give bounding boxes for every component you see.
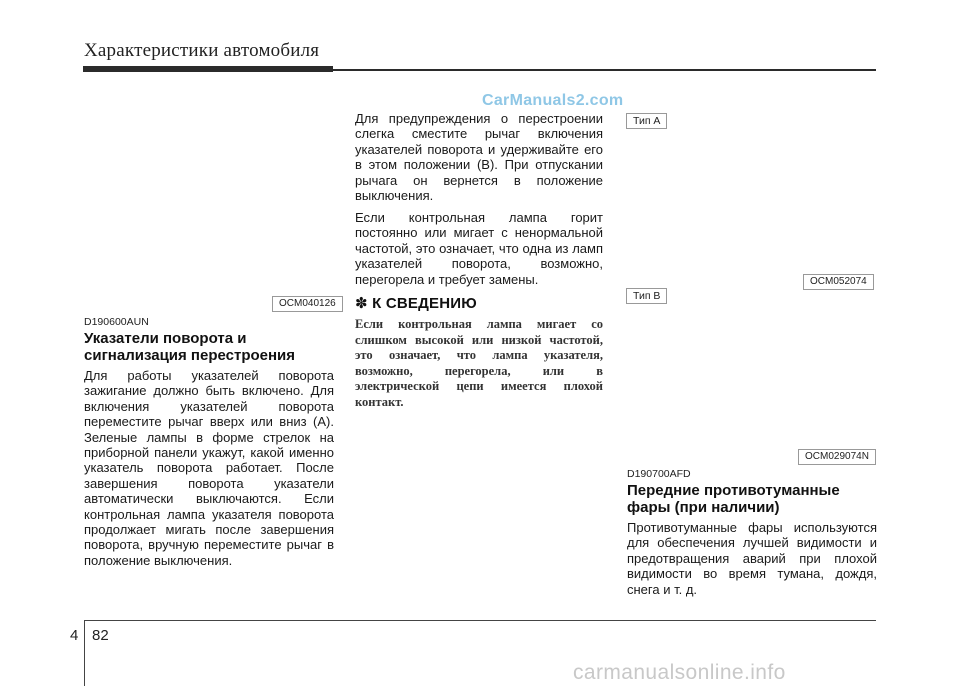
header-rule-thin <box>333 69 876 71</box>
page-section-number: 4 <box>70 627 79 644</box>
heading-fog-lights: Передние противотуманные фары (при наличии) <box>627 482 840 516</box>
note-title: ✽ К СВЕДЕНИЮ <box>355 295 477 312</box>
page-header-title: Характеристики автомобиля <box>84 40 320 61</box>
paragraph-lane-change: Для предупреждения о перестроении слегка сместите рычаг включения указателей поворота и удерживайте его в этом положении (B). При отпускании рычага он вернется в положение выключения. <box>355 111 603 204</box>
figure-code-type-b: OCM029074N <box>798 449 876 465</box>
page-number: 82 <box>92 627 109 644</box>
header-rule-thick <box>83 66 333 72</box>
figure-code-left: OCM040126 <box>272 296 343 312</box>
heading-turn-signals: Указатели поворота и сигнализация перестроения <box>84 330 296 364</box>
watermark-top: CarManuals2.com <box>482 92 624 109</box>
type-b-label: Тип B <box>626 288 667 304</box>
paragraph-indicator-lamp: Если контрольная лампа горит постоянно или мигает с ненормальной частотой, это означает, что одна из ламп указателей поворота, возможно, перегорела и требует замены. <box>355 210 603 287</box>
section-code-fog-lights: D190700AFD <box>627 468 691 480</box>
section-code-turn-signals: D190600AUN <box>84 316 149 328</box>
footer-rule-vertical <box>84 620 85 686</box>
paragraph-turn-signals: Для работы указателей поворота зажигание должно быть включено. Для включения указателей поворота переместите рычаг вверх или вниз (A). Зеленые лампы в форме стрелок на приборной панели укажут, какой именно указатель поворота работает. После завершения поворота указатели автоматически выключаются. Если контрольная лампа указателя поворота продолжает мигать после завершения поворота, вручную переместите рычаг в положение выключения. <box>84 368 334 568</box>
watermark-bottom: carmanualsonline.info <box>573 661 786 684</box>
type-a-label: Тип A <box>626 113 667 129</box>
figure-code-type-a: OCM052074 <box>803 274 874 290</box>
paragraph-fog-lights: Противотуманные фары используются для обеспечения лучшей видимости и предотвращения аварий при плохой видимости во время тумана, дождя, снега и т. д. <box>627 520 877 597</box>
footer-rule-horizontal <box>84 620 876 621</box>
note-text: Если контрольная лампа мигает со слишком высокой или низкой частотой, это означает, что лампа указателя, возможно, перегорела, или в электрической цепи имеется плохой контакт. <box>355 317 603 409</box>
